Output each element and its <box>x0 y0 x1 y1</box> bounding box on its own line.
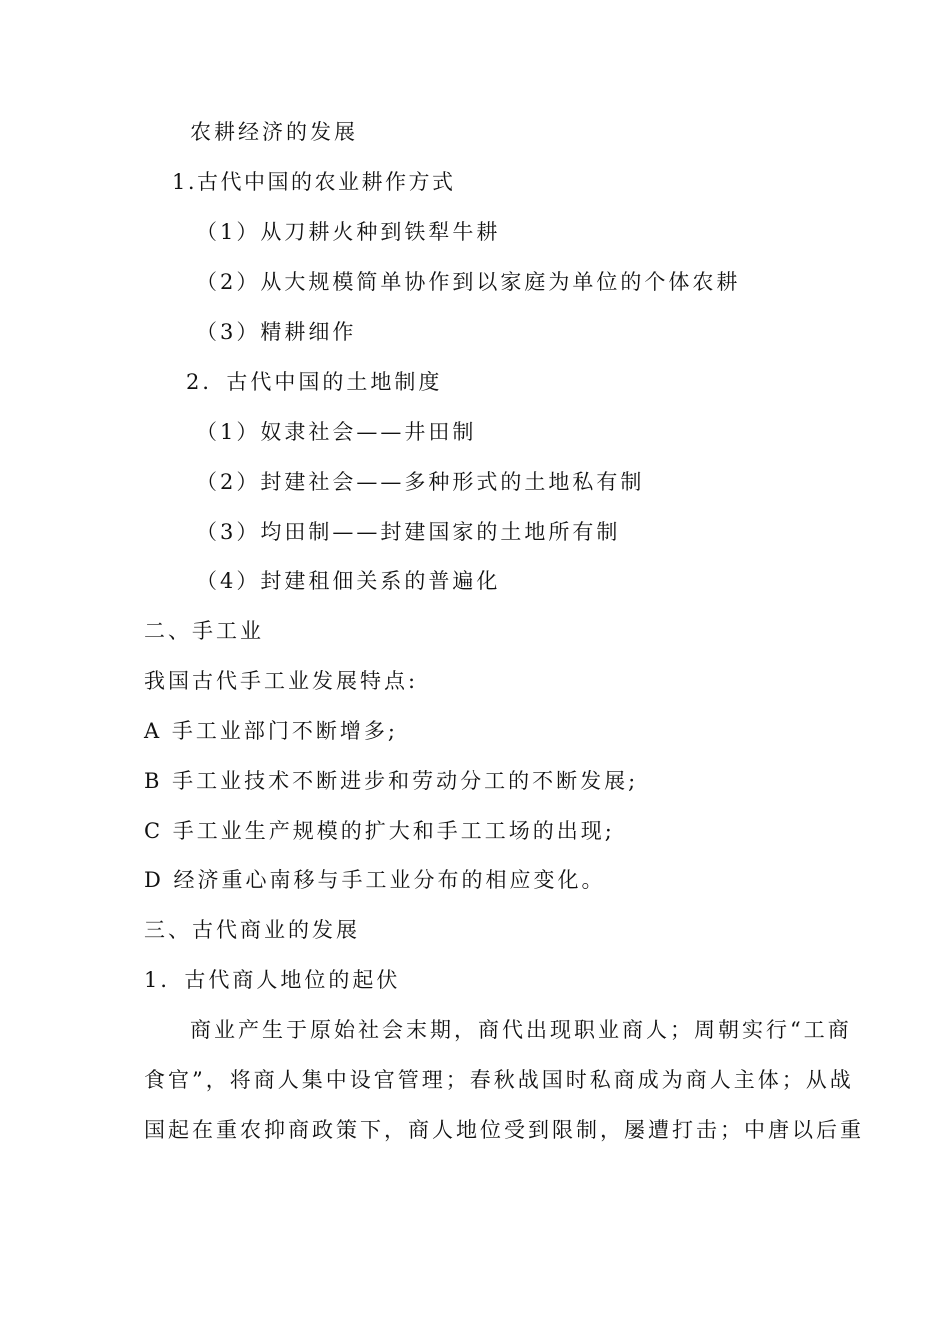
list-item: （2）从大规模简单协作到以家庭为单位的个体农耕 <box>196 270 741 294</box>
paragraph-line: 商业产生于原始社会末期，商代出现职业商人；周朝实行“工商 <box>190 1018 852 1042</box>
paragraph-line: 食官”，将商人集中设官管理；春秋战国时私商成为商人主体；从战 <box>144 1068 854 1092</box>
paragraph-line: 国起在重农抑商政策下，商人地位受到限制，屡遭打击；中唐以后重 <box>144 1118 864 1142</box>
section-title-handicraft: 二、手工业 <box>144 619 264 643</box>
list-item: （2）封建社会——多种形式的土地私有制 <box>196 470 645 494</box>
subheading-land-system: 2．古代中国的土地制度 <box>186 370 443 394</box>
list-item: A 手工业部门不断增多; <box>144 719 398 743</box>
list-item: B 手工业技术不断进步和劳动分工的不断发展; <box>144 769 639 793</box>
list-item: （3）均田制——封建国家的土地所有制 <box>196 520 621 544</box>
list-item: C 手工业生产规模的扩大和手工工场的出现; <box>144 819 615 843</box>
handicraft-intro: 我国古代手工业发展特点: <box>144 669 419 693</box>
list-item: （1）奴隶社会——井田制 <box>196 420 477 444</box>
merchant-status-paragraph <box>144 1016 864 1176</box>
list-item: D 经济重心南移与手工业分布的相应变化。 <box>144 868 606 892</box>
list-item: （3）精耕细作 <box>196 320 357 344</box>
list-item: （4）封建租佃关系的普遍化 <box>196 569 501 593</box>
subheading-farming-methods: 1.古代中国的农业耕作方式 <box>172 170 456 194</box>
section-title-commerce: 三、古代商业的发展 <box>144 918 360 942</box>
subheading-merchant-status: 1．古代商人地位的起伏 <box>144 968 401 992</box>
list-item: （1）从刀耕火种到铁犁牛耕 <box>196 220 501 244</box>
section-title-agriculture: 农耕经济的发展 <box>190 120 358 144</box>
